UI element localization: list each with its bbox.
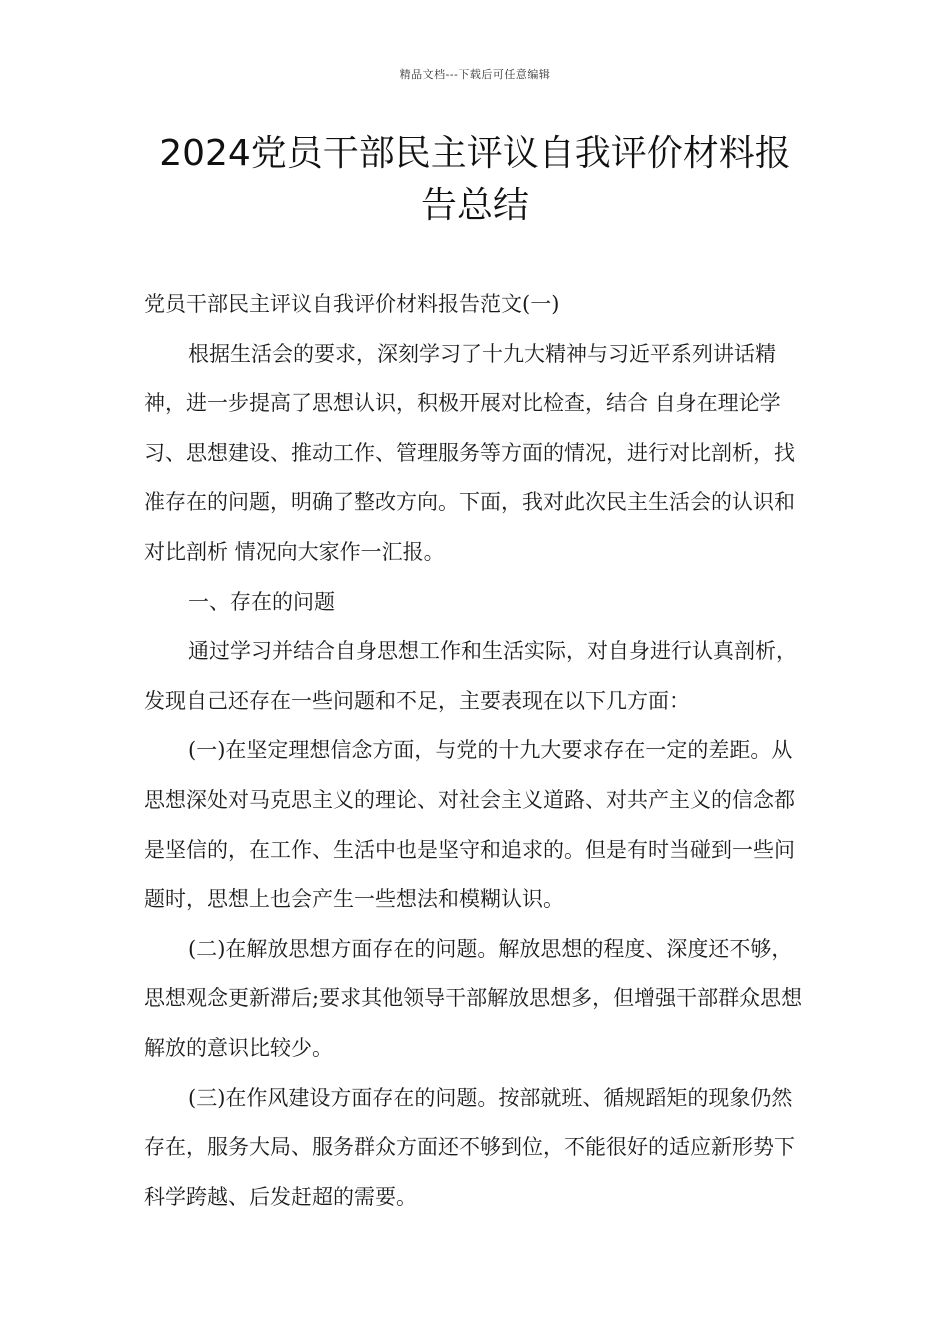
title-line-1: 2024党员干部民主评议自我评价材料报 <box>159 133 791 174</box>
paragraph-item-2: (二)在解放思想方面存在的问题。解放思想的程度、深度还不够，思想观念更新滞后;要求其他领导干部解放思想多，但增强干部群众思想解放的意识比较少。 <box>144 936 803 1060</box>
header-note: 精品文档---下载后可任意编辑 <box>399 68 551 81</box>
document-title <box>120 128 830 232</box>
paragraph-intro: 根据生活会的要求，深刻学习了十九大精神与习近平系列讲话精神，进一步提高了思想认识，积极开展对比检查，结合 自身在理论学习、思想建设、推动工作、管理服务等方面的情况，进行对比剖析，找准存在的问题，明确了整改方向。下面，我对此次民主生活会的认识和对比剖析 情况向大家作一汇报。 <box>144 341 795 564</box>
paragraph-item-1: (一)在坚定理想信念方面，与党的十九大要求存在一定的差距。从思想深处对马克思主义的理论、对社会主义道路、对共产主义的信念都是坚信的，在工作、生活中也是坚守和追求的。但是有时当碰到一些问题时，思想上也会产生一些想法和模糊认识。 <box>144 738 795 912</box>
title-line-2: 告总结 <box>420 185 529 226</box>
section-heading: 一、存在的问题 <box>188 589 335 614</box>
paragraph-overview: 通过学习并结合自身思想工作和生活实际，对自身进行认真剖析，发现自己还存在一些问题和不足，主要表现在以下几方面： <box>144 639 797 713</box>
paragraph-item-3: (三)在作风建设方面存在的问题。按部就班、循规蹈矩的现象仍然存在，服务大局、服务群众方面还不够到位，不能很好的适应新形势下科学跨越、后发赶超的需要。 <box>144 1085 795 1209</box>
subtitle: 党员干部民主评议自我评价材料报告范文(一) <box>144 292 560 316</box>
document-body <box>144 280 806 1222</box>
